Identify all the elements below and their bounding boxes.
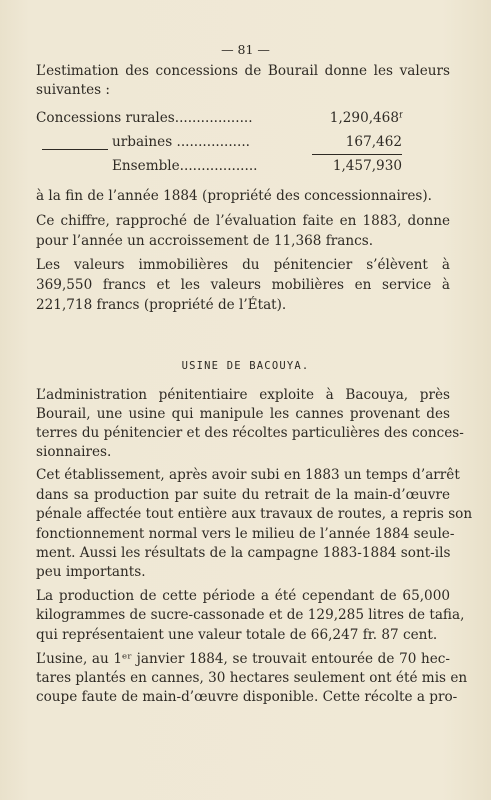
sum-rule [312,154,402,155]
row-value: 167,462 [345,134,402,150]
table-row-urbaines [36,134,402,153]
text-line: L’usine, au 1ᵉʳ janvier 1884, se trouvait entourée de 70 hec- [36,651,450,667]
text-line: 221,718 francs (propriété de l’État). [36,297,287,313]
text-line: La production de cette période a été cependant de 65,000 [36,588,450,604]
text-line: 369,550 francs et les valeurs mobilières en service à [36,277,450,293]
row-value: 1,290,468ᶠ [329,110,402,126]
section-heading: USINE DE BACOUYA. [181,360,310,372]
text-line: sionnaires. [36,444,112,460]
intro-line-1: L’estimation des concessions de Bourail donne les valeurs [36,63,450,79]
table-row-rurales [36,110,402,129]
intro-line-2: suivantes : [36,82,111,98]
text-line: Les valeurs immobilières du pénitencier s’élèvent à [36,257,450,273]
text-line: Ce chiffre, rapproché de l’évaluation faite en 1883, donne [36,213,450,229]
text-line: à la fin de l’année 1884 (propriété des concessionnaires). [36,188,432,204]
text-line: fonctionnement normal vers le milieu de l’année 1884 seule- [36,526,455,542]
text-line: peu importants. [36,564,146,580]
row-label: Ensemble.................. [112,158,258,174]
text-line: pénale affectée tout entière aux travaux de routes, a repris son [36,506,473,522]
text-line: ment. Aussi les résultats de la campagne 1883-1884 sont-ils [36,545,451,561]
row-label: urbaines ................. [112,134,250,150]
text-line: tares plantés en cannes, 30 hectares seulement ont été mis en [36,670,468,686]
row-label: Concessions rurales.................. [36,110,253,126]
text-line: coupe faute de main-d’œuvre disponible. Cette récolte a pro- [36,689,458,705]
text-line: kilogrammes de sucre-cassonade et de 129,285 litres de tafia, [36,607,465,623]
text-line: dans sa production par suite du retrait de la main-d’œuvre [36,487,450,503]
text-line: Bourail, une usine qui manipule les cannes provenant des [36,406,450,422]
text-line: L’administration pénitentiaire exploite à Bacouya, près [36,387,450,403]
text-line: pour l’année un accroissement de 11,368 francs. [36,233,374,249]
row-value: 1,457,930 [332,158,402,174]
text-line: qui représentaient une valeur totale de 66,247 fr. 87 cent. [36,627,438,643]
page-number: — 81 — [221,42,270,57]
table-row-ensemble [36,158,402,177]
text-line: Cet établissement, après avoir subi en 1883 un temps d’arrêt [36,467,460,483]
text-line: terres du pénitencier et des récoltes particulières des conces- [36,425,464,441]
